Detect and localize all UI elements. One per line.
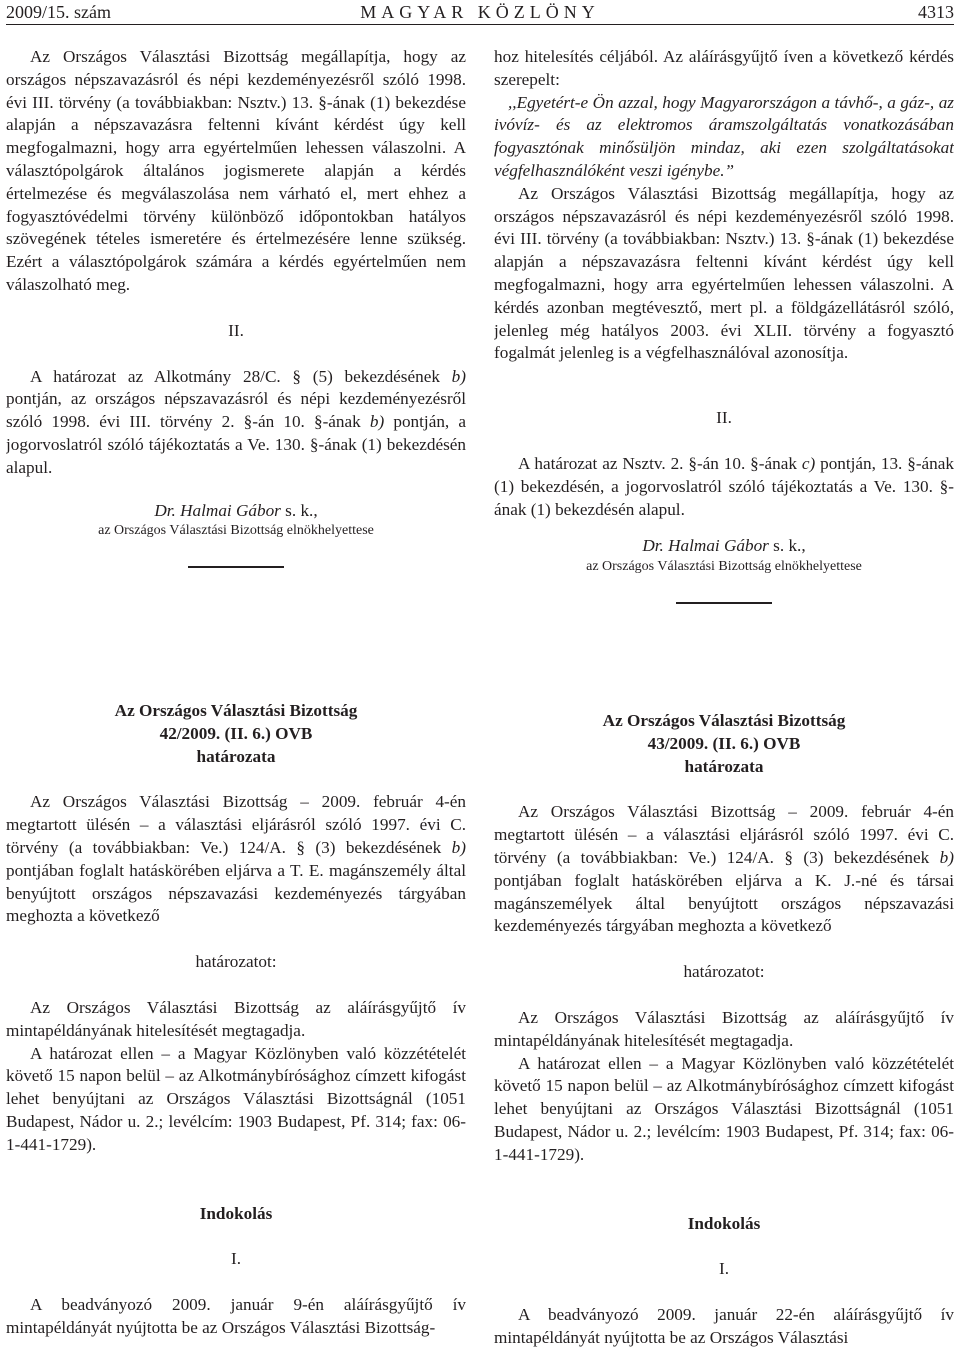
text-run: A határozat az Nsztv. 2. §-án 10. §-ának (518, 453, 802, 473)
resolution-title: Az Országos Választási Bizottság (602, 711, 846, 730)
decision-paragraph: Az Országos Választási Bizottság az aláírásgyűjtő ív mintapéldányának hitelesítését megtagadja. (494, 1007, 954, 1050)
resolution-title: Az Országos Választási Bizottság (114, 701, 358, 720)
appeal-paragraph: A határozat ellen – a Magyar Közlönyben való közzétételét követő 15 napon belül – az Alkotmánybírósághoz címzett kifogást lehet benyújtani az Országos Választási Bizottságnál (1051 Budapest, Nádor u. 2.; levélcím: 1903 Budapest, Pf. 314; fax: 06-1-441-1729). (494, 1053, 954, 1164)
signer-name: Dr. Halmai Gábor (154, 500, 281, 520)
right-column-resolution-43 (494, 710, 954, 1350)
italic-text-run: b) (451, 366, 466, 386)
intro-paragraph (6, 791, 466, 928)
text-run: Az Országos Választási Bizottság – 2009. február 4-én megtartott ülésén – a választási eljárásról szóló 1997. évi C. törvény (a továbbiakban: Ve.) 124/A. § (3) bekezdésének (6, 792, 466, 857)
left-column-top (6, 46, 466, 568)
reasoning-heading: Indokolás (199, 1203, 273, 1223)
text-run: pontján, az országos népszavazásról és népi kezdeményezésről szóló 1998. évi III. törvény 2. §-án 10. §-ának (6, 389, 466, 432)
submission-paragraph: A beadványozó 2009. január 9-én aláírásgyűjtő ív mintapéldányát nyújtotta be az Országos Választási Bizottság- (6, 1295, 466, 1337)
decision-label: határozatot: (195, 952, 277, 972)
signature-line (494, 535, 954, 558)
separator-rule (188, 566, 284, 568)
issue-number: 2009/15. szám (6, 2, 111, 22)
page-number: 4313 (918, 2, 954, 22)
resolution-number: 42/2009. (II. 6.) OVB (159, 723, 313, 743)
signer-name: Dr. Halmai Gábor (642, 536, 769, 556)
reasoning-heading: Indokolás (687, 1213, 761, 1233)
resolution-type: határozata (196, 746, 276, 766)
section-heading: I. (718, 1259, 730, 1279)
italic-text-run: b) (939, 847, 954, 867)
resolution-type: határozata (684, 756, 764, 776)
text-run: pontján, 13. §-ának (1) bekezdésén, a jogorvoslatról szóló tájékoztatás a Ve. 130. §-ának (1) bekezdésén alapul. (494, 453, 954, 519)
italic-text-run: b) (451, 837, 466, 857)
signer-title: az Országos Választási Bizottság elnökhelyettese (586, 559, 862, 575)
journal-title: MAGYAR KÖZLÖNY (360, 2, 600, 22)
separator-rule (676, 602, 772, 604)
referendum-question: ,,Egyetért-e Ön azzal, hogy Magyarországon a távhő-, a gáz-, az ivóvíz- és az elektromos áramszolgáltatás vonatkozásában fogyasztónak minősüljön mindaz, aki ezen szolgáltatásokat végfelhasználóként veszi igénybe.” (494, 92, 954, 180)
signer-suffix: s. k., (768, 536, 806, 556)
decision-paragraph: Az Országos Választási Bizottság az aláírásgyűjtő ív mintapéldányának hitelesítését megtagadja. (6, 997, 466, 1040)
signature-line (6, 500, 466, 523)
left-column-resolution-42 (6, 700, 466, 1340)
submission-paragraph: A beadványozó 2009. január 22-én aláírásgyűjtő ív mintapéldányát nyújtotta be az Országos Választási (494, 1305, 954, 1347)
text-run: pontjában foglalt hatáskörében eljárva a K. J.-né és társai magánszemélyek által benyújtott országos népszavazási kezdeményezés tárgyában meghozta a következő (494, 870, 954, 936)
legal-basis-paragraph (6, 366, 466, 480)
section-heading: II. (228, 320, 244, 340)
signer-title: az Országos Választási Bizottság elnökhelyettese (98, 523, 374, 539)
text-run: pontján, a jogorvoslatról szóló tájékoztatás a Ve. 130. §-ának (1) bekezdésén alapul. (6, 412, 466, 477)
italic-text-run: c) (801, 453, 816, 473)
text-run: A határozat az Alkotmány 28/C. § (5) bekezdésének (30, 366, 452, 386)
text-run: Az Országos Választási Bizottság – 2009. február 4-én megtartott ülésén – a választási eljárásról szóló 1997. évi C. törvény (a továbbiakban: Ve.) 124/A. § (3) bekezdésének (494, 802, 954, 867)
legal-basis-paragraph (494, 453, 954, 521)
intro-paragraph (494, 801, 954, 938)
italic-text-run: b) (369, 412, 385, 432)
section-heading: II. (716, 408, 732, 428)
text-run: pontjában foglalt hatáskörében eljárva a T. E. magánszemély által benyújtott országos népszavazási kezdeményezés tárgyában meghozta a következő (6, 860, 466, 926)
resolution-number: 43/2009. (II. 6.) OVB (647, 733, 801, 753)
paragraph-continuation: hoz hitelesítés céljából. Az aláírásgyűjtő íven a következő kérdés szerepelt: (494, 47, 954, 89)
signer-suffix: s. k., (280, 500, 318, 520)
paragraph-question-ambiguity: Az Országos Választási Bizottság megállapítja, hogy az országos népszavazásról és népi kezdeményezésről szóló 1998. évi III. törvény (a továbbiakban: Nsztv.) 13. §-ának (1) bekezdése alapján a népszavazásra feltenni kívánt kérdést úgy kell megfogalmazni, hogy arra egyértelműen lehessen válaszolni. A választópolgárok általános jogismerete alapján a kérdés értelmezése és megválaszolása nem várható el, mert ehhez a fogyasztóvédelmi törvény különböző időpontokban hatályos szövegének tételes ismeretére és értelmezésére lenne szükség. Ezért a választópolgárok számára a kérdés egyértelműen nem válaszolható meg. (6, 47, 466, 294)
section-heading: I. (230, 1249, 242, 1269)
right-column-top (494, 46, 954, 604)
page-header (6, 0, 954, 25)
paragraph-misleading: Az Országos Választási Bizottság megállapítja, hogy az országos népszavazásról és népi kezdeményezésről szóló 1998. évi III. törvény (a továbbiakban: Nsztv.) 13. §-ának (1) bekezdése alapján a népszavazásra feltenni kívánt kérdést úgy kell megfogalmazni, hogy arra egyértelműen lehessen válaszolni. A kérdés azonban megtévesztő, mert pl. a földgázellátásról szóló, jelenleg még hatályos 2003. évi XLII. törvény a fogyasztó fogalmát jelenleg is a végfelhasználóval azonosítja. (494, 183, 954, 363)
appeal-paragraph: A határozat ellen – a Magyar Közlönyben való közzétételét követő 15 napon belül – az Alkotmánybírósághoz címzett kifogást lehet benyújtani az Országos Választási Bizottságnál (1051 Budapest, Nádor u. 2.; levélcím: 1903 Budapest, Pf. 314; fax: 06-1-441-1729). (6, 1043, 466, 1154)
decision-label: határozatot: (683, 962, 765, 982)
